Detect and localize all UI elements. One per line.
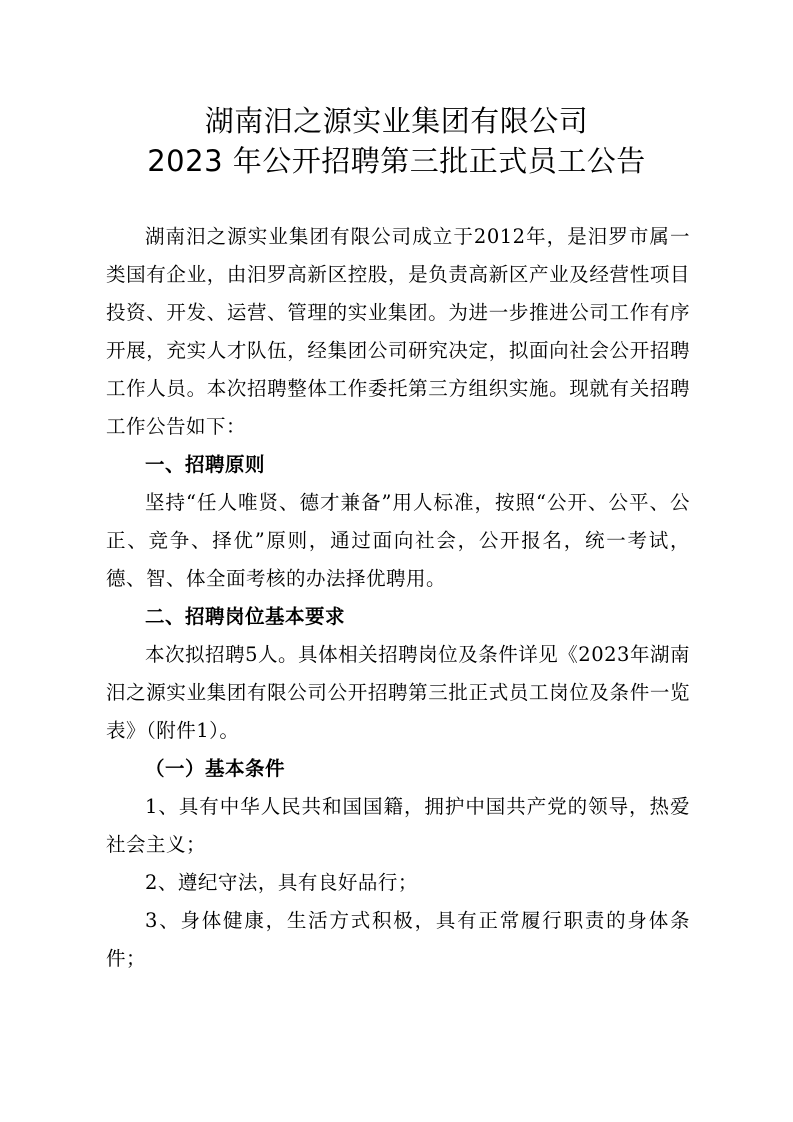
title-line-2: 2023 年公开招聘第三批正式员工公告: [147, 144, 646, 178]
condition-item-3: 3、身体健康，生活方式积极，具有正常履行职责的身体条件；: [106, 909, 690, 970]
document-body: [106, 218, 690, 978]
section-heading-principles: 一、招聘原则: [145, 453, 266, 476]
title-line-1: 湖南汨之源实业集团有限公司: [204, 104, 589, 138]
condition-item-2: 2、遵纪守法，具有良好品行；: [145, 871, 418, 894]
section-heading-requirements: 二、招聘岗位基本要求: [145, 605, 346, 628]
intro-paragraph: 湖南汨之源实业集团有限公司成立于2012年，是汨罗市属一类国有企业，由汨罗高新区控股，是负责高新区产业及经营性项目投资、开发、运营、管理的实业集团。为进一步推进公司工作有序开展，充实人才队伍，经集团公司研究决定，拟面向社会公开招聘工作人员。本次招聘整体工作委托第三方组织实施。现就有关招聘工作公告如下：: [106, 225, 690, 438]
subsection-heading-basic-conditions: （一）基本条件: [145, 757, 286, 780]
principles-paragraph: 坚持“任人唯贤、德才兼备”用人标准，按照“公开、公平、公正、竞争、择优”原则，通过面向社会，公开报名，统一考试，德、智、体全面考核的办法择优聘用。: [106, 491, 690, 590]
requirements-paragraph: 本次拟招聘5人。具体相关招聘岗位及条件详见《2023年湖南汨之源实业集团有限公司公开招聘第三批正式员工岗位及条件一览表》（附件1）。: [106, 643, 690, 742]
condition-item-1: 1、具有中华人民共和国国籍，拥护中国共产党的领导，热爱社会主义；: [106, 795, 690, 856]
